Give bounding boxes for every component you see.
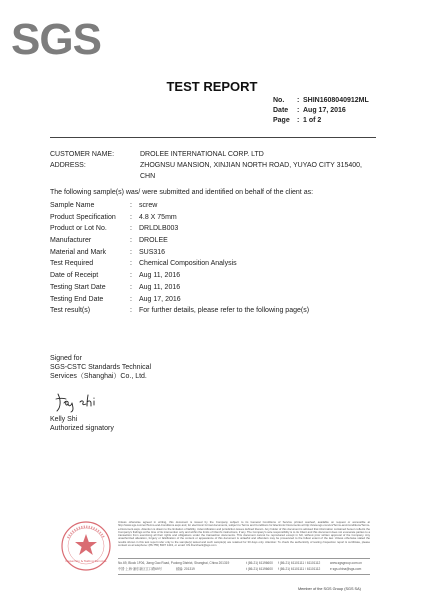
footer-divider-top: [118, 558, 370, 559]
signing-company-line2: Services（Shanghai）Co., Ltd.: [50, 373, 147, 380]
report-date-value: Aug 17, 2016: [303, 107, 346, 114]
phone-number-cn: t (86-21) 61196600: [246, 567, 273, 571]
terms-fine-print: [118, 521, 370, 547]
sample-row-value: Chemical Composition Analysis: [139, 260, 237, 268]
sample-row-label: Product Specification: [50, 213, 116, 221]
zip-code-cn: 邮编: 201319: [176, 567, 195, 571]
authenticity-notice: Attention: To check the authenticity of testing /inspection report & certificate, please contact us at telephone: (86-755) 8307 1443, or email: CN.Doccheck@sgs.com: [118, 539, 370, 548]
report-page-value: 1 of 2: [303, 117, 322, 124]
sample-row-label: Material and Mark: [50, 248, 107, 256]
phone-number: t (86-21) 61196600: [246, 561, 273, 565]
sample-row-label: Testing Start Date: [50, 283, 106, 291]
sample-row-label: Test result(s): [50, 307, 91, 315]
address-en: No.69, Block 1F06, Jiang Gao Road, Pudong District, Shanghai, China 201319: [118, 561, 230, 565]
sample-row-value: Aug 11, 2016: [139, 272, 181, 280]
sample-row-value: Aug 11, 2016: [139, 283, 181, 291]
customer-address-line2: CHN: [140, 173, 156, 180]
report-page-row: Page : 1 of 2: [273, 117, 322, 124]
sample-row-value: For further details, please refer to the following page(s): [139, 307, 310, 315]
handwritten-signature: [54, 390, 102, 414]
report-date-row: Date : Aug 17, 2016: [273, 107, 346, 114]
sample-row-value: SUS316: [139, 248, 166, 256]
sample-row-value: DRLDLB003: [139, 225, 179, 233]
sgs-logo-text: SGS: [11, 15, 101, 64]
signatory-name: Kelly Shi: [50, 416, 78, 423]
signatory-block: [50, 415, 114, 433]
sample-row-label: Sample Name: [50, 202, 95, 209]
footer-divider-bottom: [118, 574, 370, 575]
sample-row-label: Product or Lot No.: [50, 225, 107, 233]
sample-row-value: 4.8 X 75mm: [139, 213, 177, 221]
email-link[interactable]: e sgs.china@sgs.com: [330, 567, 362, 571]
report-date-label: Date: [273, 107, 289, 114]
sgs-logo: [11, 15, 101, 64]
signatory-title: Authorized signatory: [50, 425, 114, 432]
stamp-text: Inspection & Testing Services: [65, 559, 107, 563]
terms-text: Unless otherwise agreed in writing, this document is issued by the Company subject to its General Conditions of Service printed overleaf, available on request or accessible at http://www.sgs.com/en/Terms-and-Conditions.aspx and, for electronic format documents, subject to Terms and Conditions for Electronic Documents at http://www.sgs.com/en/Terms-and-Conditions/Terms-e-Document.aspx. Attention is drawn to the limitation of liability, indemnification and jurisdiction issues defined therein. Any holder of this document is advised that information contained hereon reflects the Company's findings at the time of its intervention only and within the limits of Client's instructions, if any. The Company's sole responsibility is to its Client and this document does not exonerate parties to a transaction from exercising all their rights and obligations under the transaction documents. This document cannot be reproduced except in full, without prior written approval of the Company. Any unauthorized alteration, forgery or falsification of the content or appearance of this document is unlawful and offenders may be prosecuted to the fullest extent of the law. Unless otherwise stated the results shown in this test report refer only to the sample(s) tested and such sample(s) are retained for 30 days only.: [118, 520, 370, 544]
sample-intro: The following sample(s) was/ were submitted and identified on behalf of the client as:: [50, 189, 314, 196]
website-link[interactable]: www.sgsgroup.com.cn: [330, 561, 362, 565]
report-number-value: SHIN1608040912ML: [303, 97, 369, 104]
signing-company-line1: SGS-CSTC Standards Technical: [50, 364, 152, 371]
customer-address-line1: ZHOGNSU MANSION, XINJIAN NORTH ROAD, YUYAO CITY 315400,: [140, 162, 362, 169]
sample-row-label: Date of Receipt: [50, 272, 99, 280]
sample-row-label: Testing End Date: [50, 295, 104, 303]
sample-row-label: Manufacturer: [50, 237, 92, 245]
signed-for-block: [50, 354, 151, 381]
customer-address-label: ADDRESS:: [50, 162, 86, 169]
customer-name-value: DROLEE INTERNATIONAL CORP. LTD: [140, 151, 264, 158]
sample-row-value: screw: [139, 202, 158, 209]
fax-number: f (86-21) 61101111 / 61101112: [278, 561, 321, 565]
sample-row-value: Aug 17, 2016: [139, 295, 181, 303]
report-page-label: Page: [273, 117, 290, 124]
header-divider: [50, 137, 376, 138]
report-meta: [273, 96, 369, 126]
report-number-row: No. : SHIN1608040912ML: [273, 97, 369, 104]
customer-name-label: CUSTOMER NAME:: [50, 151, 115, 158]
sample-row-label: Test Required: [50, 260, 94, 268]
sample-row-value: DROLEE: [139, 237, 168, 245]
address-cn: 中国·上海·浦东新区江口路69号: [118, 567, 162, 571]
signed-for-label: Signed for: [50, 355, 82, 362]
report-number-label: No.: [273, 97, 285, 104]
report-title: TEST REPORT: [166, 79, 258, 94]
sgs-group-member-note: Member of the SGS Group (SGS SA): [298, 587, 361, 591]
fax-number-cn: f (86-21) 61101111 / 61101112: [278, 567, 321, 571]
company-seal-stamp: [60, 520, 112, 572]
